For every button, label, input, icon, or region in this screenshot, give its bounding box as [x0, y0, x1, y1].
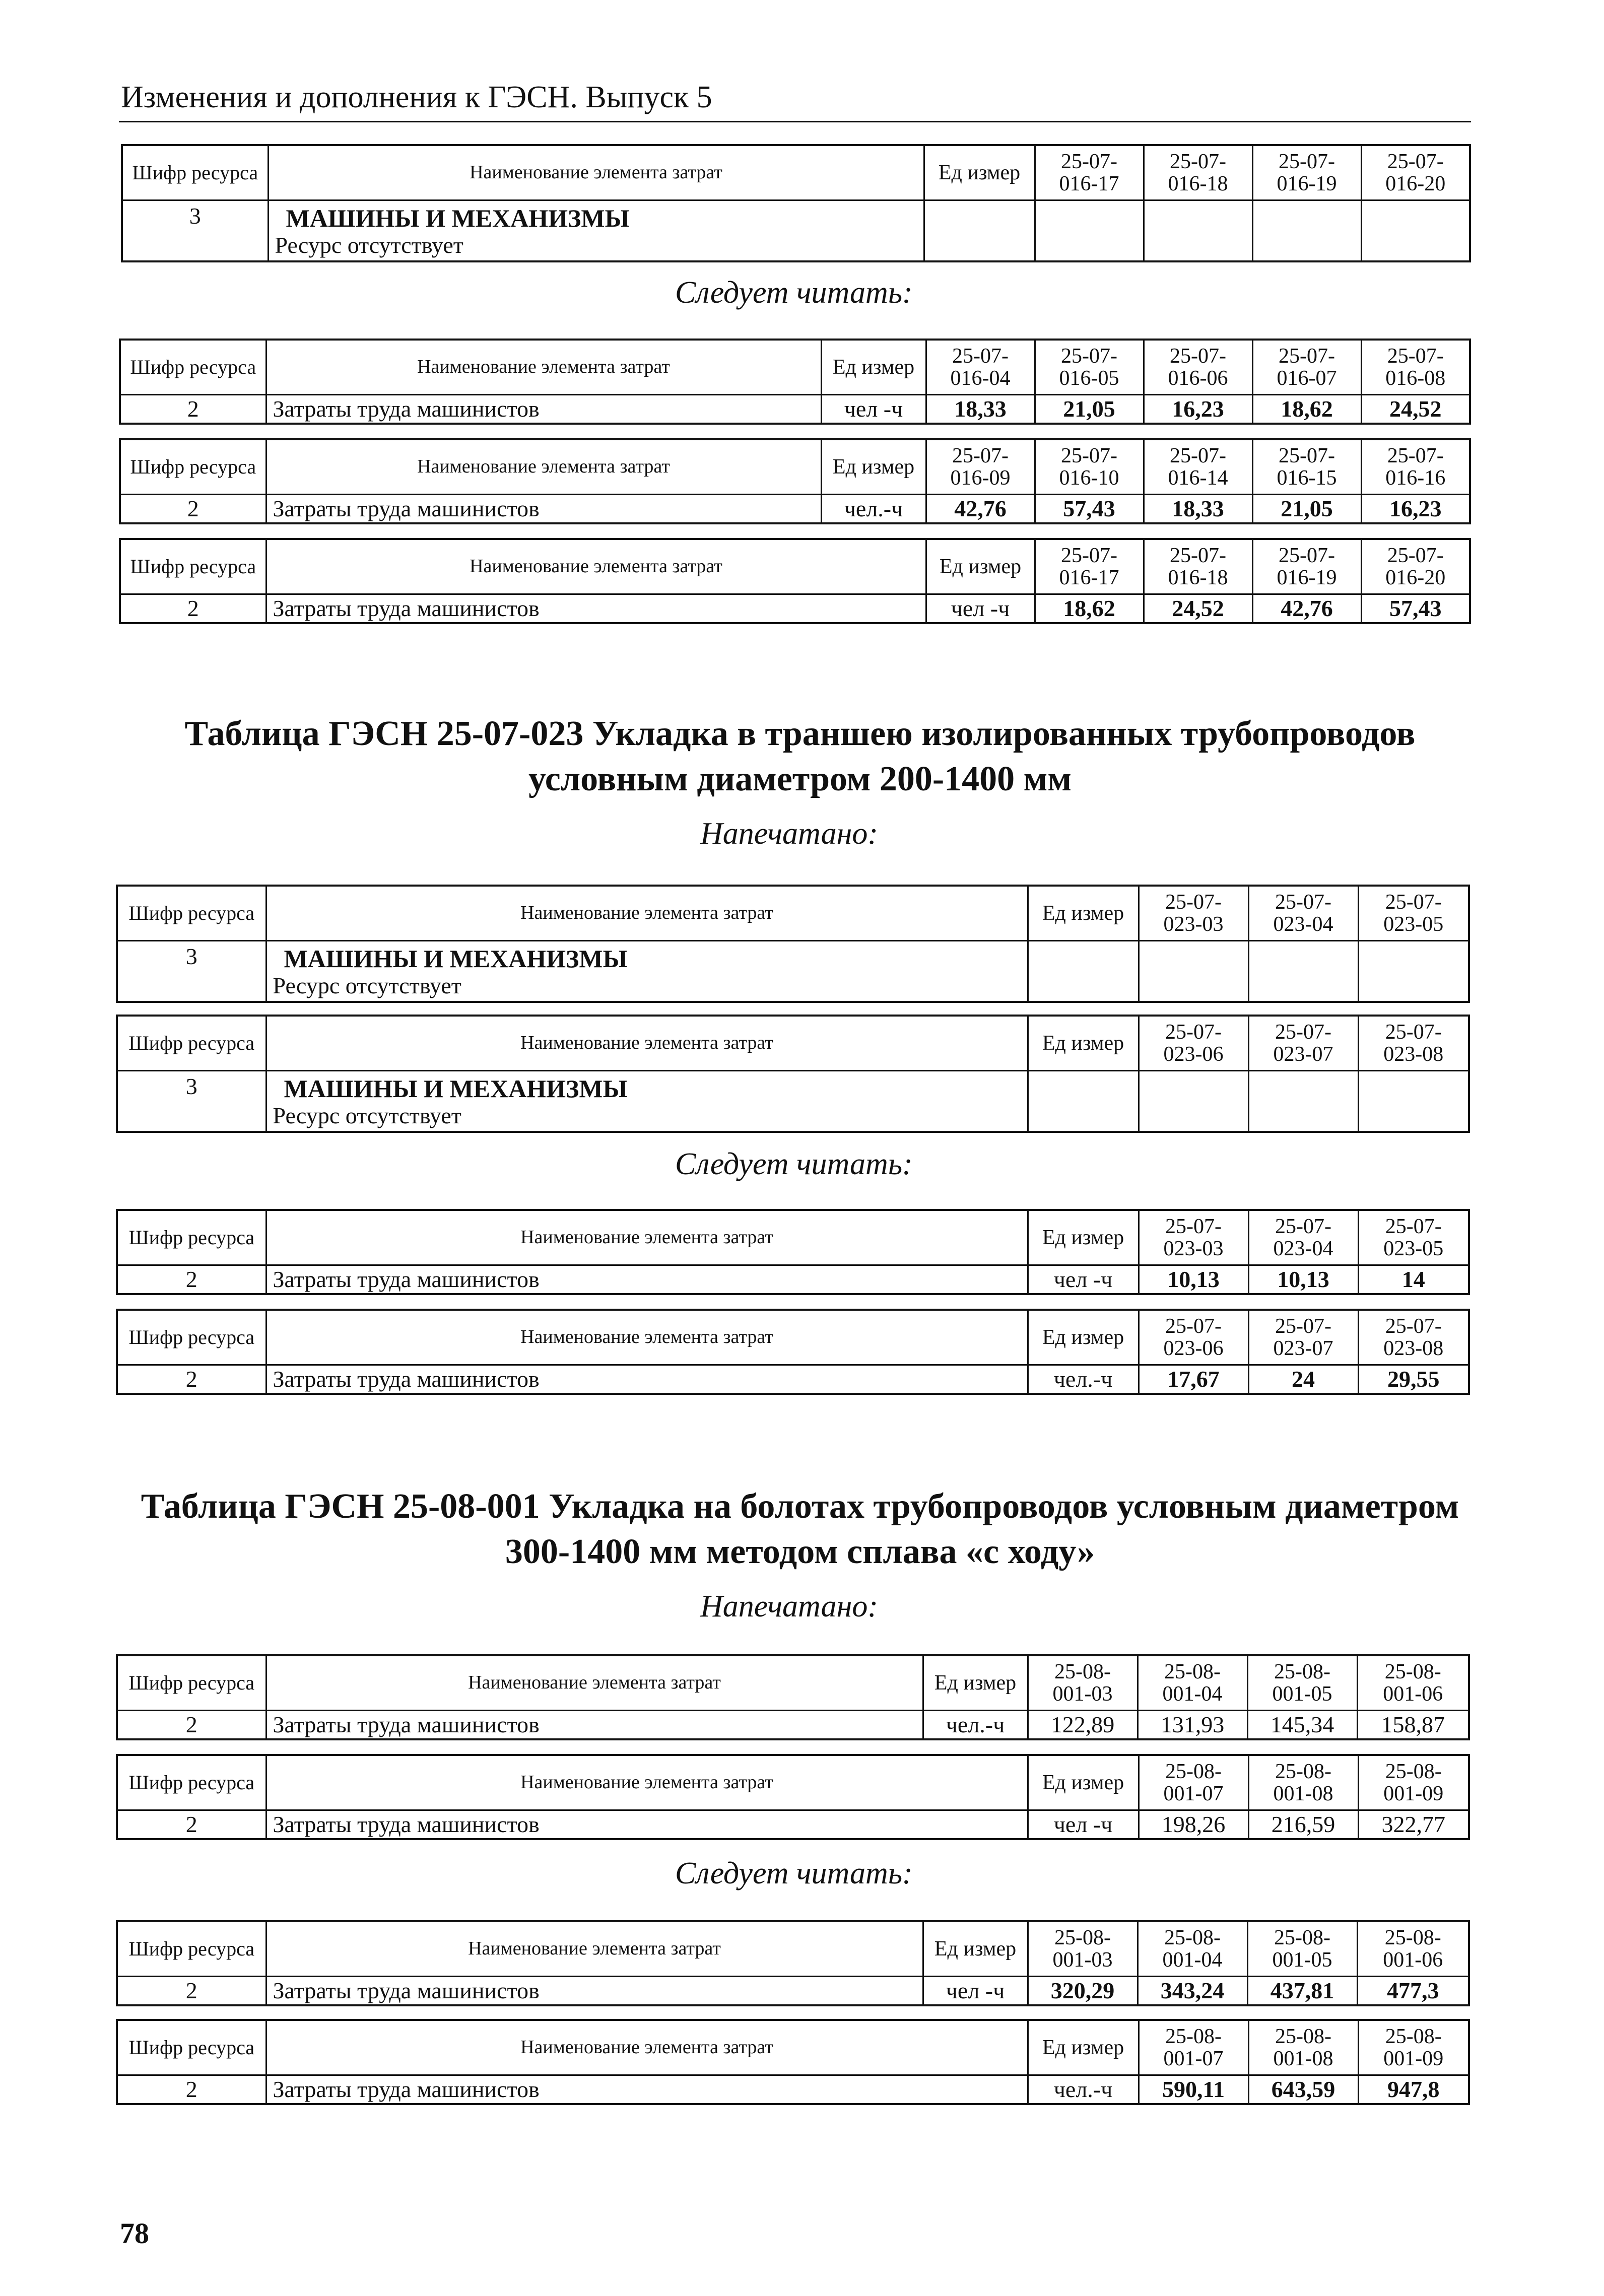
column-code: 25-08- 001-09 [1358, 1755, 1469, 1810]
should-read-label: Следует читать: [675, 1856, 913, 1890]
value-cell [1358, 1071, 1469, 1132]
section-title: Таблица ГЭСН 25-08-001 Укладка на болотах трубопроводов условным диаметром 300-1400 мм методом сплава «с ходу» [141, 1487, 1459, 1571]
value-cell: 57,43 [1361, 594, 1470, 624]
value-cell: 24 [1248, 1365, 1358, 1394]
column-code: 25-07- 016-19 [1252, 145, 1361, 200]
header-rule [119, 121, 1471, 122]
value-cell [1139, 1071, 1248, 1132]
unit-header: Ед измер [923, 1655, 1028, 1711]
value-cell: 216,59 [1248, 1810, 1358, 1840]
value-cell: 437,81 [1247, 1977, 1357, 2006]
value-cell: 10,13 [1139, 1265, 1248, 1295]
resource-code: 2 [120, 495, 266, 524]
value-cell: 42,76 [1252, 594, 1361, 624]
resource-name: Затраты труда машинистов [266, 1810, 1028, 1840]
value-cell: 320,29 [1028, 1977, 1138, 2006]
table-s1-b0-t0 [116, 885, 1470, 1003]
column-code: 25-08- 001-09 [1358, 2020, 1469, 2075]
column-code: 25-07- 016-19 [1252, 539, 1361, 594]
column-code: 25-07- 023-06 [1139, 1310, 1248, 1365]
column-code: 25-07- 023-04 [1248, 1210, 1358, 1265]
column-code: 25-08- 001-06 [1357, 1655, 1469, 1711]
value-cell: 590,11 [1139, 2075, 1248, 2105]
column-code: 25-08- 001-06 [1357, 1921, 1469, 1977]
table-s1-b1-t0 [116, 1209, 1470, 1295]
resource-name: МАШИНЫ И МЕХАНИЗМЫ [286, 204, 630, 232]
value-cell [1144, 200, 1252, 262]
resource-name: Затраты труда машинистов [266, 1977, 923, 2006]
column-code: 25-07- 016-15 [1252, 439, 1361, 495]
resource-note: Ресурс отсутствует [273, 973, 461, 998]
column-code: 25-07- 016-07 [1252, 340, 1361, 395]
column-code: 25-08- 001-03 [1028, 1921, 1138, 1977]
column-code: 25-08- 001-08 [1248, 1755, 1358, 1810]
column-code: 25-08- 001-05 [1247, 1921, 1357, 1977]
name-header: Наименование элемента затрат [266, 1210, 1028, 1265]
unit-cell [1028, 941, 1139, 1002]
unit-header: Ед измер [1028, 1016, 1139, 1071]
value-cell [1358, 941, 1469, 1002]
resource-name: Затраты труда машинистов [266, 495, 821, 524]
unit-header: Ед измер [924, 145, 1035, 200]
resource-code: 2 [117, 1810, 266, 1840]
resource-name-cell [268, 200, 924, 262]
value-cell: 10,13 [1248, 1265, 1358, 1295]
unit-cell: чел.-ч [821, 495, 926, 524]
unit-cell: чел -ч [1028, 1810, 1139, 1840]
code-header: Шифр ресурса [117, 1655, 266, 1711]
code-header: Шифр ресурса [117, 2020, 266, 2075]
unit-cell: чел.-ч [1028, 1365, 1139, 1394]
table-s0-b1-t2 [119, 538, 1471, 624]
unit-cell: чел.-ч [1028, 2075, 1139, 2105]
column-code: 25-07- 023-08 [1358, 1310, 1469, 1365]
value-cell: 21,05 [1035, 395, 1144, 424]
table-s0-b1-t0 [119, 339, 1471, 425]
value-cell: 643,59 [1248, 2075, 1358, 2105]
column-code: 25-07- 016-08 [1361, 340, 1470, 395]
resource-name: Затраты труда машинистов [266, 2075, 1028, 2105]
resource-code: 2 [117, 2075, 266, 2105]
value-cell: 24,52 [1361, 395, 1470, 424]
resource-name: Затраты труда машинистов [266, 1711, 923, 1740]
value-cell: 198,26 [1139, 1810, 1248, 1840]
unit-header: Ед измер [821, 340, 926, 395]
unit-cell [924, 200, 1035, 262]
column-code: 25-07- 023-08 [1358, 1016, 1469, 1071]
should-read-label: Следует читать: [675, 276, 913, 310]
value-cell: 18,62 [1252, 395, 1361, 424]
column-code: 25-08- 001-04 [1138, 1921, 1247, 1977]
value-cell: 57,43 [1035, 495, 1144, 524]
table-s1-b0-t1 [116, 1015, 1470, 1133]
column-code: 25-08- 001-07 [1139, 1755, 1248, 1810]
unit-cell [1028, 1071, 1139, 1132]
name-header: Наименование элемента затрат [266, 439, 821, 495]
value-cell [1361, 200, 1470, 262]
name-header: Наименование элемента затрат [266, 1016, 1028, 1071]
column-code: 25-07- 016-04 [926, 340, 1035, 395]
printed-label: Напечатано: [700, 1589, 878, 1624]
column-code: 25-07- 016-20 [1361, 145, 1470, 200]
code-header: Шифр ресурса [117, 1755, 266, 1810]
column-code: 25-07- 023-05 [1358, 886, 1469, 941]
unit-header: Ед измер [821, 439, 926, 495]
value-cell: 18,33 [926, 395, 1035, 424]
table-s0-b1-t1 [119, 438, 1471, 524]
unit-cell: чел -ч [923, 1977, 1028, 2006]
table-s2-b0-t1 [116, 1754, 1470, 1840]
value-cell [1248, 1071, 1358, 1132]
resource-code: 2 [117, 1365, 266, 1394]
column-code: 25-07- 016-09 [926, 439, 1035, 495]
name-header: Наименование элемента затрат [266, 539, 926, 594]
resource-name: МАШИНЫ И МЕХАНИЗМЫ [284, 1074, 628, 1103]
resource-code: 3 [117, 1071, 266, 1132]
value-cell: 29,55 [1358, 1365, 1469, 1394]
code-header: Шифр ресурса [120, 439, 266, 495]
value-cell: 18,33 [1144, 495, 1252, 524]
should-read-label: Следует читать: [675, 1147, 913, 1181]
value-cell: 16,23 [1144, 395, 1252, 424]
column-code: 25-07- 016-18 [1144, 145, 1252, 200]
column-code: 25-07- 016-10 [1035, 439, 1144, 495]
value-cell: 18,62 [1035, 594, 1144, 624]
unit-cell: чел -ч [1028, 1265, 1139, 1295]
column-code: 25-07- 016-17 [1035, 145, 1144, 200]
table-s0-b0-t0 [121, 144, 1471, 262]
resource-name-cell [266, 941, 1028, 1002]
printed-label: Напечатано: [700, 817, 878, 851]
unit-header: Ед измер [923, 1921, 1028, 1977]
value-cell: 131,93 [1138, 1711, 1247, 1740]
value-cell: 122,89 [1028, 1711, 1138, 1740]
code-header: Шифр ресурса [117, 1921, 266, 1977]
name-header: Наименование элемента затрат [266, 340, 821, 395]
section-title: Таблица ГЭСН 25-07-023 Укладка в траншею изолированных трубопроводов условным диаметром 200-1400 мм [184, 714, 1416, 798]
value-cell: 14 [1358, 1265, 1469, 1295]
page-number: 78 [120, 2217, 149, 2250]
column-code: 25-07- 023-03 [1139, 1210, 1248, 1265]
column-code: 25-07- 016-18 [1144, 539, 1252, 594]
value-cell: 947,8 [1358, 2075, 1469, 2105]
value-cell: 17,67 [1139, 1365, 1248, 1394]
value-cell: 21,05 [1252, 495, 1361, 524]
name-header: Наименование элемента затрат [266, 1755, 1028, 1810]
column-code: 25-07- 023-03 [1139, 886, 1248, 941]
unit-header: Ед измер [926, 539, 1035, 594]
resource-name: Затраты труда машинистов [266, 395, 821, 424]
code-header: Шифр ресурса [117, 1310, 266, 1365]
column-code: 25-08- 001-04 [1138, 1655, 1247, 1711]
unit-header: Ед измер [1028, 1310, 1139, 1365]
resource-name: МАШИНЫ И МЕХАНИЗМЫ [284, 944, 628, 973]
unit-cell: чел.-ч [923, 1711, 1028, 1740]
resource-note: Ресурс отсутствует [275, 232, 463, 258]
unit-cell: чел -ч [926, 594, 1035, 624]
code-header: Шифр ресурса [120, 340, 266, 395]
value-cell: 477,3 [1357, 1977, 1469, 2006]
column-code: 25-08- 001-03 [1028, 1655, 1138, 1711]
column-code: 25-08- 001-07 [1139, 2020, 1248, 2075]
resource-code: 2 [120, 395, 266, 424]
column-code: 25-08- 001-08 [1248, 2020, 1358, 2075]
value-cell: 145,34 [1247, 1711, 1357, 1740]
code-header: Шифр ресурса [117, 1210, 266, 1265]
name-header: Наименование элемента затрат [266, 2020, 1028, 2075]
resource-code: 2 [117, 1265, 266, 1295]
column-code: 25-07- 023-05 [1358, 1210, 1469, 1265]
name-header: Наименование элемента затрат [266, 886, 1028, 941]
code-header: Шифр ресурса [117, 886, 266, 941]
unit-header: Ед измер [1028, 2020, 1139, 2075]
resource-code: 3 [117, 941, 266, 1002]
value-cell: 24,52 [1144, 594, 1252, 624]
column-code: 25-07- 016-17 [1035, 539, 1144, 594]
resource-code: 3 [122, 200, 268, 262]
unit-cell: чел -ч [821, 395, 926, 424]
value-cell [1252, 200, 1361, 262]
value-cell [1248, 941, 1358, 1002]
table-s1-b1-t1 [116, 1309, 1470, 1395]
column-code: 25-08- 001-05 [1247, 1655, 1357, 1711]
resource-code: 2 [117, 1711, 266, 1740]
column-code: 25-07- 023-07 [1248, 1310, 1358, 1365]
resource-note: Ресурс отсутствует [273, 1103, 461, 1128]
resource-name: Затраты труда машинистов [266, 1265, 1028, 1295]
name-header: Наименование элемента затрат [266, 1921, 923, 1977]
code-header: Шифр ресурса [122, 145, 268, 200]
resource-code: 2 [117, 1977, 266, 2006]
table-s2-b1-t1 [116, 2019, 1470, 2105]
column-code: 25-07- 016-05 [1035, 340, 1144, 395]
column-code: 25-07- 016-16 [1361, 439, 1470, 495]
unit-header: Ед измер [1028, 886, 1139, 941]
table-s2-b0-t0 [116, 1654, 1470, 1740]
resource-name: Затраты труда машинистов [266, 1365, 1028, 1394]
unit-header: Ед измер [1028, 1210, 1139, 1265]
resource-name: Затраты труда машинистов [266, 594, 926, 624]
name-header: Наименование элемента затрат [266, 1310, 1028, 1365]
value-cell: 16,23 [1361, 495, 1470, 524]
column-code: 25-07- 016-20 [1361, 539, 1470, 594]
resource-code: 2 [120, 594, 266, 624]
value-cell: 322,77 [1358, 1810, 1469, 1840]
code-header: Шифр ресурса [117, 1016, 266, 1071]
value-cell: 158,87 [1357, 1711, 1469, 1740]
column-code: 25-07- 023-06 [1139, 1016, 1248, 1071]
value-cell: 343,24 [1138, 1977, 1247, 2006]
code-header: Шифр ресурса [120, 539, 266, 594]
value-cell [1035, 200, 1144, 262]
column-code: 25-07- 023-04 [1248, 886, 1358, 941]
column-code: 25-07- 023-07 [1248, 1016, 1358, 1071]
resource-name-cell [266, 1071, 1028, 1132]
column-code: 25-07- 016-06 [1144, 340, 1252, 395]
value-cell [1139, 941, 1248, 1002]
name-header: Наименование элемента затрат [268, 145, 924, 200]
column-code: 25-07- 016-14 [1144, 439, 1252, 495]
value-cell: 42,76 [926, 495, 1035, 524]
running-header: Изменения и дополнения к ГЭСН. Выпуск 5 [121, 80, 712, 114]
name-header: Наименование элемента затрат [266, 1655, 923, 1711]
table-s2-b1-t0 [116, 1920, 1470, 2006]
unit-header: Ед измер [1028, 1755, 1139, 1810]
